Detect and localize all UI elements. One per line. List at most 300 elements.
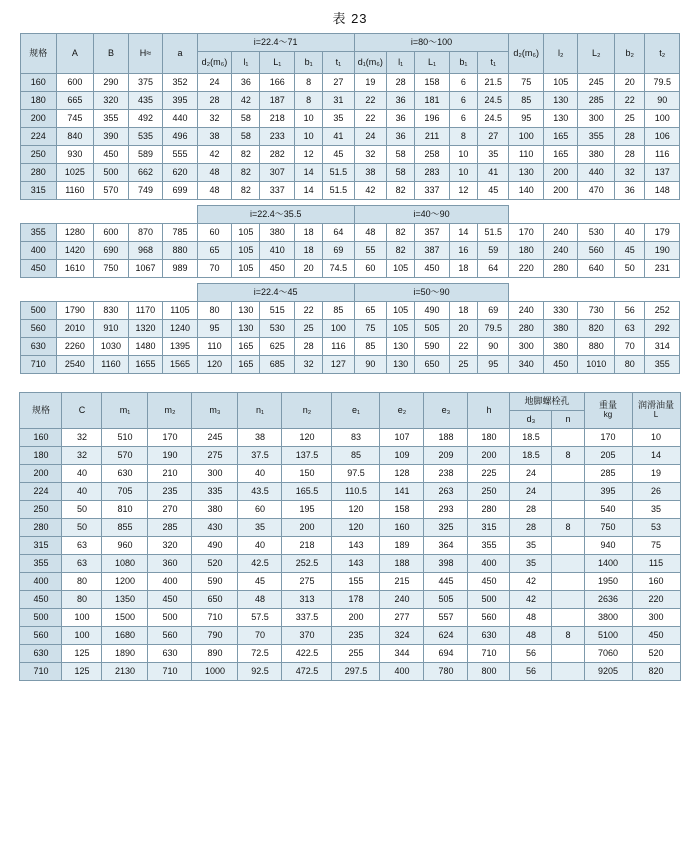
table-row: [21, 128, 680, 146]
table-cell: 48: [197, 164, 232, 182]
table-cell: 64: [323, 224, 354, 242]
table-cell: 45: [238, 573, 282, 591]
table-cell: 28: [197, 92, 232, 110]
table-cell: 870: [128, 224, 163, 242]
th2-group-bolt-hole: 地脚螺栓孔: [510, 393, 584, 411]
table-cell: 6: [449, 92, 477, 110]
table-cell: 300: [509, 338, 544, 356]
table-cell: 258: [415, 146, 450, 164]
group-subheader-blank-right: [509, 206, 680, 224]
row-spec-cell: 250: [20, 501, 62, 519]
table-cell: 60: [354, 260, 386, 278]
table-cell: 297.5: [332, 663, 380, 681]
table-cell: 292: [645, 320, 680, 338]
table-cell: 36: [387, 128, 415, 146]
table-cell: 560: [148, 627, 192, 645]
table-cell: 56: [510, 645, 552, 663]
table-cell: 490: [415, 302, 450, 320]
table-cell: 557: [424, 609, 468, 627]
table-cell: 450: [94, 146, 129, 164]
table-cell: 7060: [584, 645, 632, 663]
table-cell: 387: [415, 242, 450, 260]
table-cell: 107: [380, 429, 424, 447]
table-cell: 100: [645, 110, 680, 128]
th2-e1: e₁: [332, 393, 380, 429]
table-row: [20, 447, 680, 465]
table-row: [21, 182, 680, 200]
table-cell: 35: [323, 110, 354, 128]
table-cell: 238: [424, 465, 468, 483]
table-cell: 1680: [102, 627, 148, 645]
row-spec-cell: 710: [20, 663, 62, 681]
table-cell: 2010: [56, 320, 94, 338]
row-spec-cell: 500: [21, 302, 57, 320]
table-cell: 42.5: [238, 555, 282, 573]
table-cell: 600: [94, 224, 129, 242]
table2-header-row-1: [20, 393, 680, 411]
th-t2: t₂: [645, 34, 680, 74]
table-cell: 127: [323, 356, 354, 374]
table-cell: 400: [468, 555, 510, 573]
table-cell: 100: [509, 128, 544, 146]
table-cell: 8: [295, 92, 323, 110]
table-cell: 3800: [584, 609, 632, 627]
table-cell: 8: [552, 447, 584, 465]
table-cell: 56: [510, 663, 552, 681]
table-cell: 364: [424, 537, 468, 555]
table-cell: 430: [192, 519, 238, 537]
table-cell: 450: [543, 356, 578, 374]
table-cell: 28: [510, 519, 552, 537]
table-cell: 82: [387, 242, 415, 260]
row-spec-cell: 500: [20, 609, 62, 627]
table-cell: [552, 501, 584, 519]
table-cell: 42: [510, 591, 552, 609]
table-cell: 275: [192, 447, 238, 465]
table-cell: 810: [102, 501, 148, 519]
table-cell: 589: [128, 146, 163, 164]
table-cell: 45: [478, 182, 509, 200]
table-cell: 90: [478, 338, 509, 356]
table-cell: 56: [615, 302, 645, 320]
th2-C: C: [62, 393, 102, 429]
th2-oil-unit: L: [653, 410, 659, 420]
table-cell: 200: [332, 609, 380, 627]
table-cell: 31: [323, 92, 354, 110]
table-cell: 40: [238, 537, 282, 555]
table-cell: 662: [128, 164, 163, 182]
table-cell: 18: [295, 224, 323, 242]
table-cell: 130: [232, 320, 260, 338]
table-cell: 540: [584, 501, 632, 519]
table-cell: 211: [415, 128, 450, 146]
table-cell: 51.5: [323, 182, 354, 200]
table-cell: 60: [238, 501, 282, 519]
table-cell: 166: [260, 74, 295, 92]
table-cell: 120: [332, 519, 380, 537]
table-cell: 313: [282, 591, 332, 609]
table-cell: 100: [62, 627, 102, 645]
table-cell: 337: [260, 182, 295, 200]
table-cell: 209: [424, 447, 468, 465]
table-cell: 640: [578, 260, 615, 278]
table-cell: 110.5: [332, 483, 380, 501]
table-cell: 560: [468, 609, 510, 627]
table-cell: 14: [632, 447, 680, 465]
table-cell: 63: [62, 537, 102, 555]
table-cell: 65: [354, 302, 386, 320]
table-cell: 48: [238, 591, 282, 609]
table-cell: 960: [102, 537, 148, 555]
table-cell: 2636: [584, 591, 632, 609]
table-cell: 355: [578, 128, 615, 146]
table-cell: 42: [510, 573, 552, 591]
table-cell: 699: [163, 182, 198, 200]
table-cell: 189: [380, 537, 424, 555]
table1-group-subheader: [21, 284, 680, 302]
table-cell: 22: [295, 302, 323, 320]
table-cell: 190: [645, 242, 680, 260]
table-cell: 500: [148, 609, 192, 627]
row-spec-cell: 280: [21, 164, 57, 182]
table-cell: 188: [424, 429, 468, 447]
table-cell: 36: [387, 110, 415, 128]
table-cell: 48: [197, 182, 232, 200]
table-cell: 83: [332, 429, 380, 447]
table-cell: 1420: [56, 242, 94, 260]
table-cell: 20: [449, 320, 477, 338]
table-cell: 18.5: [510, 447, 552, 465]
table-cell: 155: [332, 573, 380, 591]
table-cell: 200: [543, 182, 578, 200]
th2-e2: e₂: [380, 393, 424, 429]
table-cell: 20: [295, 260, 323, 278]
table-cell: 130: [387, 338, 415, 356]
table-cell: 240: [509, 302, 544, 320]
table-cell: 18: [449, 260, 477, 278]
table-cell: 520: [192, 555, 238, 573]
table-cell: 277: [380, 609, 424, 627]
table-cell: 79.5: [645, 74, 680, 92]
table-cell: 300: [578, 110, 615, 128]
table-cell: 32: [354, 146, 386, 164]
table-cell: 82: [232, 164, 260, 182]
table-cell: 70: [197, 260, 232, 278]
table-cell: [552, 573, 584, 591]
table-cell: 625: [260, 338, 295, 356]
table-cell: 24.5: [478, 110, 509, 128]
table-cell: 18.5: [510, 429, 552, 447]
table-cell: 989: [163, 260, 198, 278]
table-cell: 300: [192, 465, 238, 483]
row-spec-cell: 710: [21, 356, 57, 374]
row-spec-cell: 560: [21, 320, 57, 338]
row-spec-cell: 200: [21, 110, 57, 128]
table-cell: 40: [62, 465, 102, 483]
table-cell: 9205: [584, 663, 632, 681]
table-cell: 280: [509, 320, 544, 338]
table-cell: 38: [354, 164, 386, 182]
table-cell: 293: [424, 501, 468, 519]
row-spec-cell: 450: [20, 591, 62, 609]
table-cell: 32: [197, 110, 232, 128]
table-cell: 280: [468, 501, 510, 519]
table-cell: 82: [387, 182, 415, 200]
table-cell: 120: [332, 501, 380, 519]
table-cell: 85: [509, 92, 544, 110]
table-cell: 6: [449, 74, 477, 92]
table-row: [21, 146, 680, 164]
table-cell: 110: [509, 146, 544, 164]
row-spec-cell: 180: [21, 92, 57, 110]
table-cell: 19: [632, 465, 680, 483]
table-cell: 6: [449, 110, 477, 128]
table-cell: 510: [102, 429, 148, 447]
table-cell: 178: [332, 591, 380, 609]
row-spec-cell: 224: [20, 483, 62, 501]
table-cell: 160: [632, 573, 680, 591]
table-cell: 22: [354, 92, 386, 110]
table-cell: 48: [510, 609, 552, 627]
group-subheader-blank: [21, 284, 198, 302]
table-cell: 105: [543, 74, 578, 92]
table-cell: 450: [632, 627, 680, 645]
th-g2-b1: b₁: [449, 52, 477, 74]
table-cell: 500: [468, 591, 510, 609]
table-cell: 14: [295, 164, 323, 182]
table-cell: 50: [62, 501, 102, 519]
table-cell: 24: [197, 74, 232, 92]
table-cell: 263: [424, 483, 468, 501]
table-row: [20, 555, 680, 573]
table-cell: 1395: [163, 338, 198, 356]
table-cell: 109: [380, 447, 424, 465]
table-cell: 196: [415, 110, 450, 128]
row-spec-cell: 630: [20, 645, 62, 663]
table-cell: 45: [615, 242, 645, 260]
table-cell: 375: [128, 74, 163, 92]
row-spec-cell: 280: [20, 519, 62, 537]
table-cell: 26: [632, 483, 680, 501]
table-cell: 337.5: [282, 609, 332, 627]
table-cell: 390: [94, 128, 129, 146]
table-cell: 170: [584, 429, 632, 447]
table-cell: 85: [323, 302, 354, 320]
table-cell: 300: [632, 609, 680, 627]
th-g1-l1: l₁: [232, 52, 260, 74]
table-cell: 28: [615, 146, 645, 164]
row-spec-cell: 315: [21, 182, 57, 200]
table-cell: 785: [163, 224, 198, 242]
table-cell: 750: [94, 260, 129, 278]
table-cell: 492: [128, 110, 163, 128]
table-cell: 355: [94, 110, 129, 128]
th-g2-L1: L₁: [415, 52, 450, 74]
table-cell: 500: [94, 164, 129, 182]
table-cell: 285: [584, 465, 632, 483]
table-cell: 36: [615, 182, 645, 200]
table-cell: 42: [197, 146, 232, 164]
table-cell: 940: [584, 537, 632, 555]
table-cell: 64: [478, 260, 509, 278]
table-cell: 780: [424, 663, 468, 681]
table-cell: 8: [449, 128, 477, 146]
table-cell: 240: [543, 224, 578, 242]
table-cell: 10: [632, 429, 680, 447]
table-cell: 27: [323, 74, 354, 92]
th-spec: 规格: [21, 34, 57, 74]
table-cell: 255: [332, 645, 380, 663]
th2-e3: e₃: [424, 393, 468, 429]
table-cell: 32: [62, 429, 102, 447]
table-cell: 555: [163, 146, 198, 164]
table-row: [21, 302, 680, 320]
table-cell: 624: [424, 627, 468, 645]
table-cell: 130: [543, 110, 578, 128]
table-cell: 352: [163, 74, 198, 92]
table1-head: [21, 34, 680, 74]
table-cell: 128: [380, 465, 424, 483]
table-cell: 120: [282, 429, 332, 447]
table-cell: 105: [387, 302, 415, 320]
table-cell: 252.5: [282, 555, 332, 573]
table-cell: 69: [478, 302, 509, 320]
table-cell: 25: [449, 356, 477, 374]
table-cell: 710: [468, 645, 510, 663]
table-cell: 79.5: [478, 320, 509, 338]
table-cell: 380: [543, 320, 578, 338]
table-cell: 1067: [128, 260, 163, 278]
table-cell: 80: [197, 302, 232, 320]
table-cell: 59: [478, 242, 509, 260]
table-cell: 800: [468, 663, 510, 681]
table2-body: [20, 429, 680, 681]
table-cell: 1010: [578, 356, 615, 374]
group-subheader-blank-right: [509, 284, 680, 302]
table-cell: 143: [332, 537, 380, 555]
table-cell: 240: [543, 242, 578, 260]
table-cell: 40: [238, 465, 282, 483]
table-cell: 665: [56, 92, 94, 110]
table-cell: 790: [192, 627, 238, 645]
table-cell: 105: [232, 224, 260, 242]
table-row: [20, 519, 680, 537]
table-cell: 270: [148, 501, 192, 519]
table-row: [21, 74, 680, 92]
table-cell: 190: [148, 447, 192, 465]
table-cell: 330: [543, 302, 578, 320]
group-subheader-blank: [21, 206, 198, 224]
table-cell: 530: [578, 224, 615, 242]
table-cell: 35: [478, 146, 509, 164]
table-cell: 325: [424, 519, 468, 537]
table-cell: 630: [468, 627, 510, 645]
table-cell: 42: [232, 92, 260, 110]
table-cell: 590: [192, 573, 238, 591]
table-row: [21, 338, 680, 356]
table-cell: 820: [578, 320, 615, 338]
table-cell: 440: [578, 164, 615, 182]
table-cell: 8: [552, 627, 584, 645]
table-cell: 20: [615, 74, 645, 92]
table-cell: 105: [232, 242, 260, 260]
th2-m2: m₂: [148, 393, 192, 429]
table-row: [21, 224, 680, 242]
table-cell: 1000: [192, 663, 238, 681]
table-row: [21, 92, 680, 110]
table-cell: 32: [295, 356, 323, 374]
th2-m3: m₃: [192, 393, 238, 429]
th2-n1: n₁: [238, 393, 282, 429]
table-cell: 10: [449, 164, 477, 182]
table-row: [20, 573, 680, 591]
table-cell: 1950: [584, 573, 632, 591]
table1-group-subheader: [21, 206, 680, 224]
table-cell: 148: [645, 182, 680, 200]
table-cell: 32: [62, 447, 102, 465]
table-cell: 18: [449, 302, 477, 320]
table-row: [20, 465, 680, 483]
table-cell: 90: [354, 356, 386, 374]
table-cell: 600: [56, 74, 94, 92]
row-spec-cell: 200: [20, 465, 62, 483]
table-cell: 200: [468, 447, 510, 465]
table-cell: 315: [468, 519, 510, 537]
row-spec-cell: 400: [21, 242, 57, 260]
table-cell: 440: [163, 110, 198, 128]
table-cell: 357: [415, 224, 450, 242]
table-cell: 82: [232, 146, 260, 164]
table-cell: 218: [260, 110, 295, 128]
table-cell: 70: [615, 338, 645, 356]
table-cell: 650: [192, 591, 238, 609]
table-cell: 35: [238, 519, 282, 537]
table-dimensions-1: [20, 33, 680, 374]
table-cell: 1170: [128, 302, 163, 320]
table-cell: 400: [380, 663, 424, 681]
table-cell: 1890: [102, 645, 148, 663]
table-cell: 730: [578, 302, 615, 320]
table-cell: 92.5: [238, 663, 282, 681]
table-cell: 344: [380, 645, 424, 663]
th-d2: d₂(m₆): [509, 34, 544, 74]
table-cell: 282: [260, 146, 295, 164]
table-cell: 830: [94, 302, 129, 320]
table-cell: 435: [128, 92, 163, 110]
table-cell: 105: [387, 320, 415, 338]
table-cell: 370: [282, 627, 332, 645]
table-cell: 22: [449, 338, 477, 356]
table-cell: 14: [449, 224, 477, 242]
table-cell: 285: [148, 519, 192, 537]
th2-n2: n₂: [282, 393, 332, 429]
table-cell: 445: [424, 573, 468, 591]
table-cell: 95: [197, 320, 232, 338]
table-cell: 2130: [102, 663, 148, 681]
table-cell: 398: [424, 555, 468, 573]
table-cell: 337: [415, 182, 450, 200]
th-g2-l1: l₁: [387, 52, 415, 74]
table-cell: 75: [509, 74, 544, 92]
th-group-i-22-71: i=22.4～71: [197, 34, 354, 52]
table-cell: 180: [509, 242, 544, 260]
table-row: [21, 110, 680, 128]
table-cell: 380: [192, 501, 238, 519]
table-cell: 165.5: [282, 483, 332, 501]
table-cell: 143: [332, 555, 380, 573]
table-cell: 231: [645, 260, 680, 278]
table-cell: 90: [645, 92, 680, 110]
